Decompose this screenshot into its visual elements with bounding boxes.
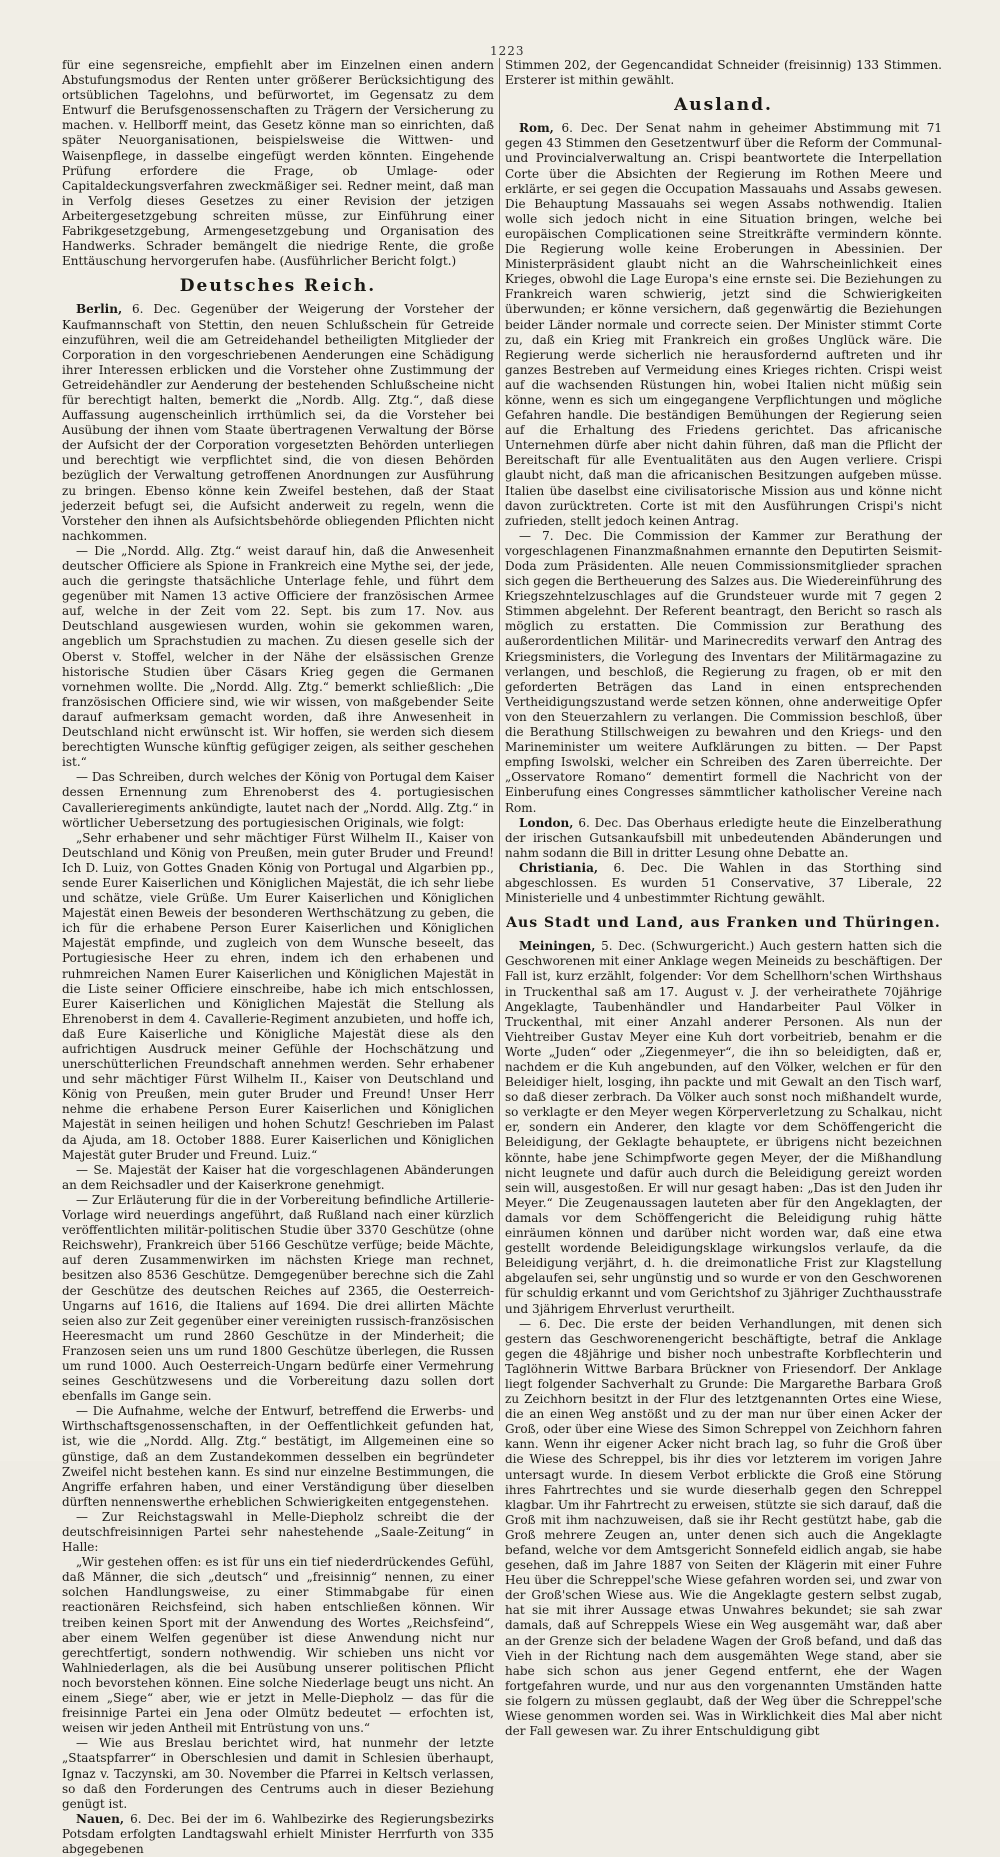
- article-paragraph: — Das Schreiben, durch welches der König von Portugal dem Kaiser dessen Ernennung zum Ehrenoberst des 4. portugiesischen Cavallerieregiments ankündigte, lautet nach der „Nordd. Allg. Ztg.“ in wörtlicher Uebersetzung des portugiesischen Originals, wie folgt:: [62, 770, 494, 830]
- dateline-place: Nauen,: [76, 1811, 125, 1826]
- dateline-place: Berlin,: [76, 302, 123, 317]
- article-paragraph: — Zur Erläuterung für die in der Vorbereitung befindliche Artillerie-Vorlage wird neuerdings angeführt, daß Rußland nach einer kürzlich veröffentlichten militär-politischen Studie über 3370 Geschütze (ohne Reichswehr), Frankreich über 5166 Geschütze verfüge; beide Mächte, auf deren Zusammenwirken im nächsten Kriege man rechnet, besitzen also 8536 Geschütze. Demgegenüber berechne sich die Zahl der Geschütze des deutschen Reiches auf 2365, die Oesterreich-Ungarns auf 1616, die Italiens auf 1694. Die drei allirten Mächte seien also zur Zeit gegenüber einer vereinigten russisch-französischen Heeresmacht um rund 2860 Geschütze in der Minderheit; die Franzosen seien uns um rund 1800 Geschütze überlegen, die Russen um rund 1000. Auch Oesterreich-Ungarn bedürfe einer Vermehrung seines Geschützwesens und die Vorbereitung dazu sollen dort ebenfalls im Gange sein.: [62, 1192, 494, 1404]
- article-paragraph: — Die Aufnahme, welche der Entwurf, betreffend die Erwerbs- und Wirthschaftsgenossenschaften, in der Oeffentlichkeit gefunden hat, ist, wie die „Nordd. Allg. Ztg.“ bestätigt, im Allgemeinen eine so günstige, daß an dem Zustandekommen desselben ein begründeter Zweifel nicht bestehen kann. Es sind nur einzelne Bestimmungen, die Angriffe erfahren haben, und einer Verständigung über dieselben dürften nennenswerthe erheblichen Schwierigkeiten entgegenstehen.: [62, 1404, 494, 1509]
- article-paragraph: [505, 121, 942, 529]
- article-paragraph: — Die „Nordd. Allg. Ztg.“ weist darauf hin, daß die Anwesenheit deutscher Officiere als Spione in Frankreich eine Mythe sei, der jede, auch die geringste thatsächliche Unterlage fehle, und führt dem gegenüber mit Namen 13 active Officiere der französischen Armee auf, welche in der Zeit vom 22. Sept. bis zum 17. Nov. aus Deutschland ausgewiesen wurden, wohin sie gekommen waren, angeblich um Sprachstudien zu machen. Zu diesen geselle sich der Oberst v. Stoffel, welcher in der Nähe der elsässischen Grenze historische Studien über Cäsars Krieg gegen die Germanen vornehmen wollte. Die „Nordd. Allg. Ztg.“ bemerkt schließlich: „Die französischen Officiere sind, wie wir wissen, von maßgebender Seite darauf aufmerksam gemacht worden, daß ihre Anwesenheit in Deutschland nicht erwünscht ist. Wir hoffen, sie werden sich diesem berechtigten Wunsche künftig gefügiger zeigen, als seither geschehen ist.“: [62, 543, 494, 770]
- article-paragraph: Stimmen 202, der Gegencandidat Schneider (freisinnig) 133 Stimmen. Ersterer ist mithin gewählt.: [505, 58, 942, 88]
- article-text: 5. Dec. (Schwurgericht.) Auch gestern hatten sich die Geschworenen mit einer Anklage wegen Meineids zu beschäftigen. Der Fall ist, kurz erzählt, folgender: Vor dem Schellhorn'schen Wirthshaus in Truckenthal saß am 17. August v. J. der verheirathete 70jährige Angeklagte, Taubenhändler und Handarbeiter Paul Völker in Truckenthal, mit einer Anzahl anderer Personen. Als nun der Viehtreiber Gustav Meyer eine Kuh dort vorbeitrieb, benahm er die Worte „Juden“ oder „Ziegenmeyer“, die ihn so beleidigten, daß er, nachdem er die Kuh angebunden, auf den Völker, welchen er für den Beleidiger hielt, losging, ihn packte und mit Gewalt an den Tisch warf, so daß dieser zerbrach. Da Völker auch sonst noch mißhandelt wurde, so verklagte er den Meyer wegen Körperverletzung zu Schalkau, nicht er, sondern ein Anderer, den klagte vor dem Schöffengericht die Beleidigung, der Geklagte behauptete, er übrigens nicht bezeichnen könnte, habe jene Schimpfworte gegen Meyer, der die Mißhandlung nicht leugnete und dafür auch durch die Beleidigung gereizt worden sein will, ausgestoßen. Er will nur gesagt haben: „Das ist den Juden ihr Meyer.“ Die Zeugenaussagen lauteten aber für den Angeklagten, der damals vor dem Schöffengericht die Beleidigung ruhig hätte einräumen können und darüber nicht worden war, daß eine etwa gestellt wordende Beleidigungsklage wirkungslos verlaufe, da die Beleidigung verjährt, d. h. die dreimonatliche Frist zur Klagstellung abgelaufen sei, sehr ungünstig und so wurde er von den Geschworenen für schuldig erkannt und vom Gerichtshof zu 3jähriger Zuchthausstrafe und 3jährigem Ehrverlust verurtheilt.: [505, 939, 942, 1316]
- dateline-place: Christiania,: [519, 860, 599, 875]
- quoted-text: „Wir gestehen offen: es ist für uns ein tief niederdrückendes Gefühl, daß Männer, die sich „deutsch“ und „freisinnig“ nennen, zu einer solchen Handlungsweise, zu einer Stimmabgabe für einen reactionären Reichsfeind, sich haben entschließen können. Wir treiben keinen Sport mit der Anwendung des Wortes „Reichsfeind“, aber einem Welfen gegenüber ist diese Anwendung nicht nur gerechtfertigt, sondern nothwendig. Wir schieben uns nicht vor Wahlniederlagen, als die bei Ausübung unserer politischen Pflicht noch bevorstehen können. Eine solche Niederlage beugt uns nicht. An einem „Siege“ aber, wie er jetzt in Melle-Diepholz — das für die freisinnige Partei ein Jena oder Olmütz bedeutet — erfochten ist, weisen wir jeden Antheil mit Entrüstung von uns.“: [62, 1555, 494, 1736]
- page-number: 1223: [490, 44, 525, 58]
- article-text: 6. Dec. Die Wahlen in das Storthing sind abgeschlossen. Es wurden 51 Conservative, 37 Liberale, 22 Ministerielle und 4 unbestimmter Richtung gewählt.: [505, 860, 942, 906]
- article-text: 6. Dec. Gegenüber der Weigerung der Vorsteher der Kaufmannschaft von Stettin, den neuen Schlußschein für Getreide einzuführen, weil die am Getreidehandel betheiligten Mitglieder der Corporation in den vorgeschriebenen Aenderungen eine Schädigung ihrer Interessen erblicken und die Vorsteher ohne Zustimmung der Getreidehändler zur Aenderung der bestehenden Schlußscheine nicht für berechtigt halten, bemerkt die „Nordb. Allg. Ztg.“, daß diese Auffassung augenscheinlich irrthümlich sei, da die Vorsteher bei Ausübung der ihnen vom Staate übertragenen Verwaltung der Börse der Aufsicht der der Corporation vorgesetzten Behörden unterliegen und berechtigt wie verpflichtet sind, die von diesen Behörden bezüglich der Verwaltung getroffenen Anordnungen zur Ausführung zu bringen. Ebenso könne kein Zweifel bestehen, daß der Staat jederzeit befugt sei, die Aufsicht anderweit zu regeln, wenn die Vorsteher den ihnen als Aufsichtsbehörde obliegenden Pflichten nicht nachkommen.: [62, 302, 494, 543]
- article-paragraph: für eine segensreiche, empfiehlt aber im Einzelnen einen andern Abstufungsmodus der Renten unter größerer Berücksichtigung des ortsüblichen Tagelohns, und befürwortet, im Gegensatz zu dem Entwurf die Berufsgenossenschaften zu Trägern der Versicherung zu machen. v. Hellborff meint, das Gesetz könne man so einrichten, daß später Neuorganisationen, beispielsweise die Wittwen- und Waisenpflege, in dasselbe eingefügt werden könnten. Eingehende Prüfung erfordere die Frage, ob Umlage- oder Capitaldeckungsverfahren zweckmäßiger sei. Redner meint, daß man in Verfolg dieses Gesetzes zu einer Revision der jetzigen Arbeitergesetzgebung schreiten müsse, zur Einführung einer Fabrikgesetzgebung, Armengesetzgebung und Organisation des Handwerks. Schrader bemängelt die niedrige Rente, die große Enttäuschung hervorgerufen habe. (Ausführlicher Bericht folgt.): [62, 58, 494, 269]
- article-paragraph: — Zur Reichstagswahl in Melle-Diepholz schreibt die der deutschfreisinnigen Partei sehr nahestehende „Saale-Zeitung“ in Halle:: [62, 1509, 494, 1555]
- right-column: [505, 58, 942, 1739]
- article-paragraph: — 7. Dec. Die Commission der Kammer zur Berathung der vorgeschlagenen Finanzmaßnahmen ernannte den Deputirten Seismit-Doda zum Präsidenten. Alle neuen Commissionsmitglieder sprachen sich gegen die Bertheuerung des Salzes aus. Die Wiedereinführung des Kriegszehntelzuschlages auf die Grundsteuer wurde mit 7 gegen 2 Stimmen abgelehnt. Der Referent beantragt, den Bericht so rasch als möglich zu erstatten. Die Commission zur Berathung des außerordentlichen Militär- und Marinecredits verwarf den Antrag des Kriegsministers, die Vorlegung des Inventars der Militärmagazine zu verlangen, und beschloß, die Regierung zu fragen, ob er mit den geforderten Beträgen das Land in einen entsprechenden Vertheidigungszustand werde setzen können, ohne anderweitige Opfer von den Steuerzahlern zu verlangen. Die Commission beschloß, über die Berathung Stillschweigen zu bewahren und den Kriegs- und den Marineminister um weitere Aufklärungen zu bitten. — Der Papst empfing Iswolski, welcher ein Schreiben des Zaren überreichte. Der „Osservatore Romano“ dementirt formell die Nachricht von der Einberufung eines Congresses sämmtlicher katholischer Vereine nach Rom.: [505, 528, 942, 815]
- section-heading: Deutsches Reich.: [179, 276, 377, 297]
- article-paragraph: — Se. Majestät der Kaiser hat die vorgeschlagenen Abänderungen an dem Reichsadler und der Kaiserkrone genehmigt.: [62, 1162, 494, 1192]
- section-heading: Ausland.: [674, 95, 773, 116]
- article-paragraph: [505, 816, 942, 861]
- article-paragraph: — Wie aus Breslau berichtet wird, hat nunmehr der letzte „Staatspfarrer“ in Oberschlesien und damit in Schlesien überhaupt, Ignaz v. Taczynski, am 30. November die Pfarrei in Keltsch verlassen, so daß den Forderungen des Centrums auch in dieser Beziehung genügt ist.: [62, 1736, 494, 1811]
- article-text: 6. Dec. Der Senat nahm in geheimer Abstimmung mit 71 gegen 43 Stimmen den Gesetzentwurf über die Reform der Communal- und Provincialverwaltung an. Crispi beantwortete die Interpellation Corte über die Absichten der Regierung im Rothen Meere und erklärte, er sei gegen die Occupation Massauahs und Assabs gewesen. Die Behauptung Massauahs sei wegen Assabs nothwendig. Italien wolle sich jedoch nicht in eine Situation bringen, welche bei europäischen Complicationen seine Streitkräfte vermindern könnte. Die Regierung wolle keine Eroberungen in Abessinien. Der Ministerpräsident glaubt nicht an die Wahrscheinlichkeit eines Krieges, obwohl die Lage Europa's eine ernste sei. Die Beziehungen zu Frankreich waren schwierig, jetzt sind die Schwierigkeiten überwunden; er könne versichern, daß gegenwärtig die Beziehungen beider Länder normale und correcte seien. Der Minister stimmt Corte zu, daß ein Krieg mit Frankreich ein großes Unglück wäre. Die Regierung werde sicherlich nie herausfordernd auftreten und ihr ganzes Bestreben auf Vermeidung eines Krieges richten. Crispi weist auf die wachsenden Rüstungen hin, wobei Italien nicht müßig sein könne, wenn es sich um eingegangene Verpflichtungen und mögliche Gefahren handle. Die beständigen Bemühungen der Regierung seien auf die Erhaltung des Friedens gerichtet. Das africanische Unternehmen dürfe aber nicht dahin führen, daß man die Pflicht der Bereitschaft für alle Eventualitäten aus den Augen verliere. Crispi glaubt nicht, daß man die africanischen Besitzungen aufgeben müsse. Italien übe daselbst eine civilisatorische Mission aus und könne nicht davon zurücktreten. Corte ist mit den Ausführungen Crispi's nicht zufrieden, stellt jedoch keinen Antrag.: [505, 121, 942, 528]
- article-paragraph: [505, 939, 942, 1316]
- article-paragraph: — 6. Dec. Die erste der beiden Verhandlungen, mit denen sich gestern das Geschworenengericht beschäftigte, betraf die Anklage gegen die 48jährige und bisher noch unbestrafte Korbflechterin und Taglöhnerin Wittwe Barbara Brückner von Friesendorf. Der Anklage liegt folgender Sachverhalt zu Grunde: Die Margarethe Barbara Groß zu Zeichhorn besitzt in der Flur des letztgenannten Ortes eine Wiese, die an einen Weg anstößt und zu der man nur über einen Acker der Groß, oder über eine Wiese des Simon Schreppel von Zeichhorn fahren kann. Wenn ihr eigener Acker nicht brach lag, so fuhr die Groß über die Wiese des Schreppel, bis ihr dies vor letzterem im vorigen Jahre untersagt wurde. In diesem Verbot erblickte die Groß eine Störung ihres Fahrtrechtes und sie wurde dieserhalb gegen den Schreppel klagbar. Um ihr Fahrtrecht zu erweisen, stützte sie sich darauf, daß die Groß mit ihm nachzuweisen, daß sie ihr Recht gestützt habe, gab die Groß mehrere Zeugen an, unter denen sich auch die Angeklagte befand, welche vor dem Amtsgericht Sonnefeld eidlich angab, sie habe gesehen, daß im Jahre 1887 von Seiten der Klägerin mit einer Fuhre Heu über die Schreppel'sche Wiese gefahren worden sei, und zwar von der Groß'schen Wiese aus. Wie die Angeklagte gestern selbst zugab, hat sie mit ihrer Aussage etwas Unwahres bekundet; sie sah zwar damals, daß auf Schreppels Wiese ein Weg ausgemäht war, daß aber an der Grenze sich der beladene Wagen der Groß befand, und daß das Vieh in der Richtung nach dem ausgemähten Wege stand, aber sie habe sich schon aus jener Gegend entfernt, ehe der Wagen fortgefahren wurde, und nur aus den vorgenannten Umständen hatte sie folgern zu müssen geglaubt, daß der Weg über die Schreppel'sche Wiese genommen worden sei. Was in Wirklichkeit dies Mal aber nicht der Fall gewesen war. Zu ihrer Entschuldigung gibt: [505, 1316, 942, 1739]
- dateline-place: Meiningen,: [519, 939, 596, 954]
- section-heading: Aus Stadt und Land, aus Franken und Thüringen.: [506, 915, 941, 932]
- article-text: 6. Dec. Das Oberhaus erledigte heute die Einzelberathung der irischen Gutsankaufsbill mit unbedeutenden Abänderungen und nahm sodann die Bill in dritter Lesung ohne Debatte an.: [505, 815, 942, 860]
- dateline-place: London,: [519, 815, 574, 830]
- dateline-place: Rom,: [519, 121, 554, 136]
- article-paragraph: [62, 1812, 494, 1857]
- article-paragraph: [505, 861, 942, 906]
- left-column: [62, 58, 494, 1856]
- quoted-letter: „Sehr erhabener und sehr mächtiger Fürst Wilhelm II., Kaiser von Deutschland und König von Preußen, mein guter Bruder und Freund! Ich D. Luiz, von Gottes Gnaden König von Portugal und Algarbien pp., sende Eurer Kaiserlichen und Königlichen Majestät, die ich sehr liebe und schätze, viele Grüße. Um Eurer Kaiserlichen und Königlichen Majestät einen Beweis der besonderen Werthschätzung zu geben, die ich für die erhabene Person Eurer Kaiserlichen und Königlichen Majestät empfinde, und zugleich von dem Wunsche beseelt, das Portugiesische Heer zu ehren, indem ich den erhabenen und ruhmreichen Namen Eurer Kaiserlichen und Königlichen Majestät in die Liste seiner Officiere einschreibe, habe ich mich entschlossen, Eurer Kaiserlichen und Königlichen Majestät die Stellung als Ehrenoberst in dem 4. Cavallerie-Regiment anzubieten, und hoffe ich, daß Eure Kaiserliche und Königliche Majestät diese als den aufrichtigen Ausdruck meiner Gefühle der Hochschätzung und unerschütterlichen Freundschaft annehmen werden. Sehr erhabener und sehr mächtiger Fürst Wilhelm II., Kaiser von Deutschland und König von Preußen, mein guter Bruder und Freund! Unser Herr nehme die erhabene Person Eurer Kaiserlichen und Königlichen Majestät in seinen heiligen und hohen Schutz! Geschrieben im Palast da Ajuda, am 18. October 1888. Eurer Kaiserlichen und Königlichen Majestät guter Bruder und Freund. Luiz.“: [62, 830, 494, 1162]
- column-divider: [499, 58, 500, 1421]
- article-paragraph: [62, 302, 494, 544]
- article-text: 6. Dec. Bei der im 6. Wahlbezirke des Regierungsbezirks Potsdam erfolgten Landtagswahl erhielt Minister Herrfurth von 335 abgegebenen: [62, 1811, 494, 1856]
